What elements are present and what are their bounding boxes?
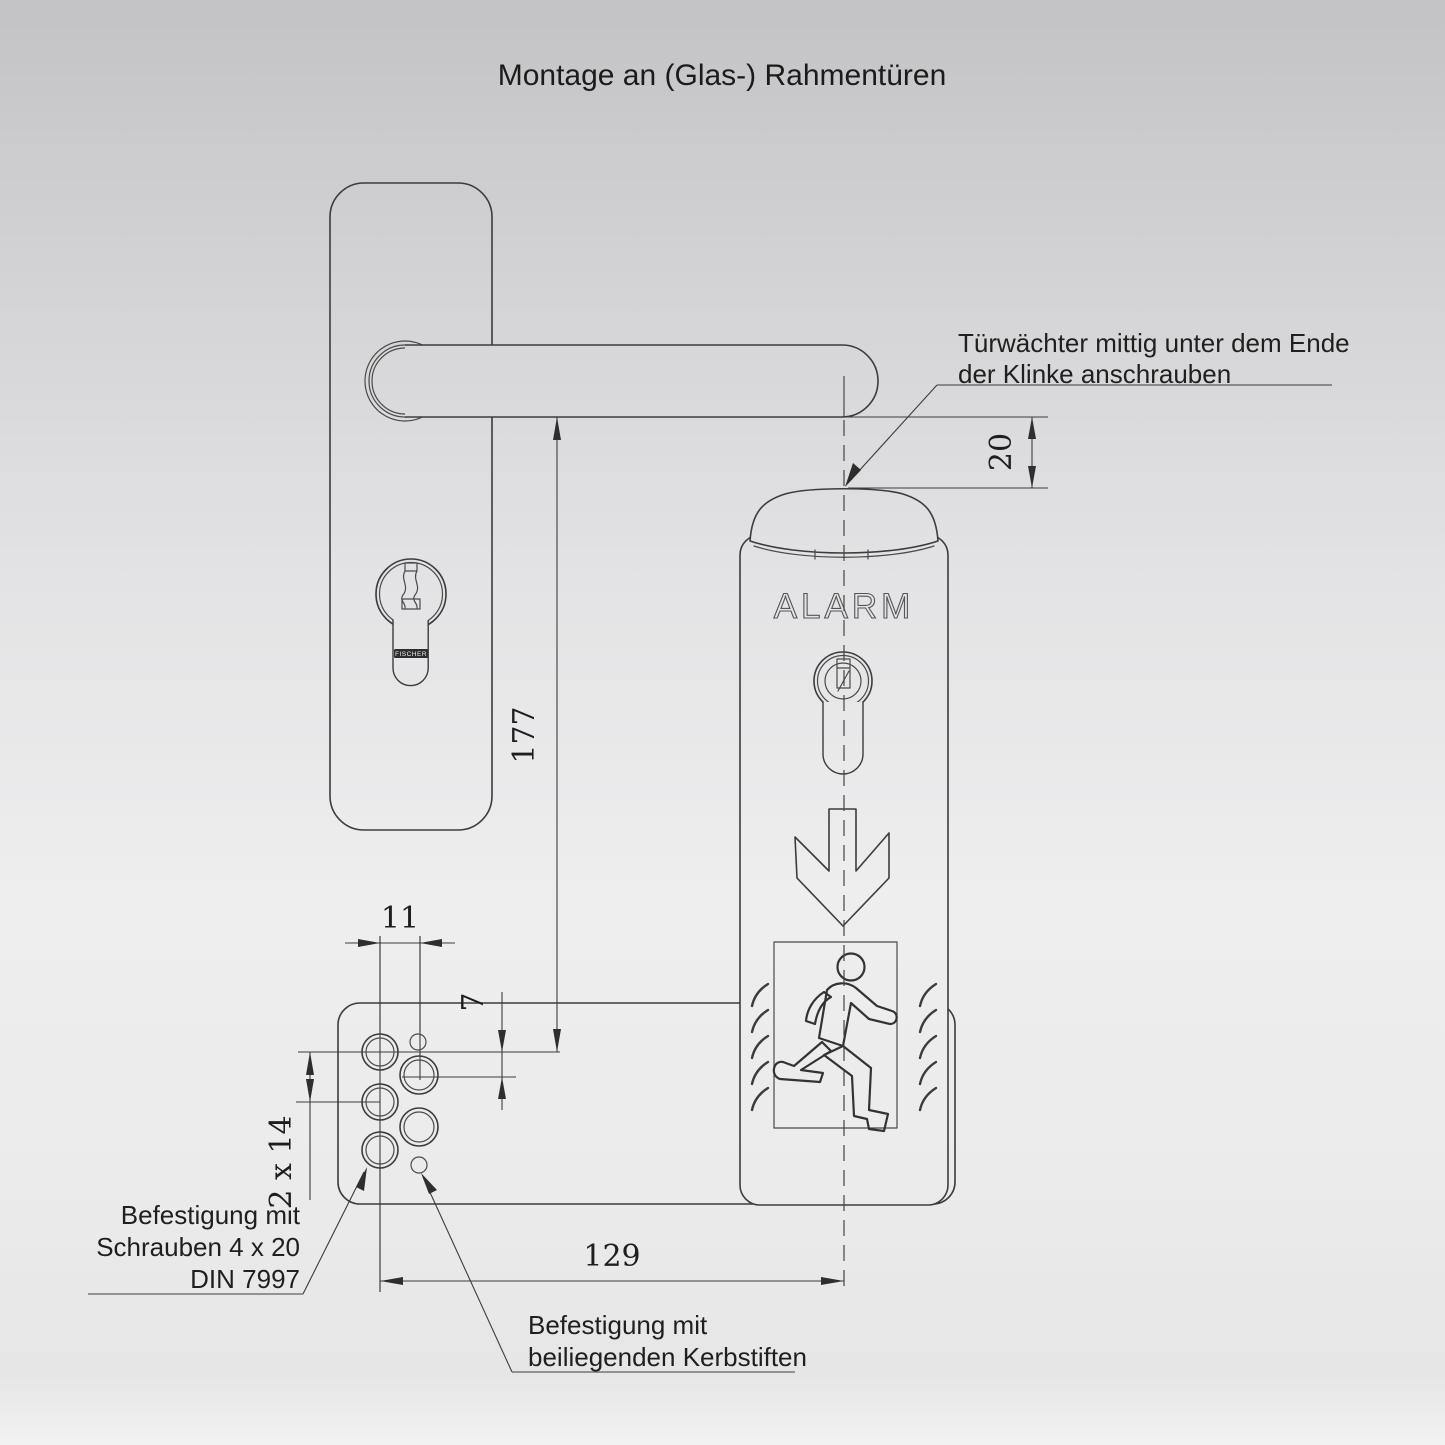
annotation-text: beiliegenden Kerbstiften	[528, 1342, 807, 1372]
screw-hole-inner	[404, 1060, 434, 1090]
leader-line	[423, 1177, 512, 1372]
leader-line	[303, 1172, 364, 1294]
page-title: Montage an (Glas-) Rahmentüren	[497, 59, 947, 92]
alarm-label: ALARM	[773, 587, 915, 626]
annotation-text: Schrauben 4 x 20	[96, 1232, 300, 1262]
dimension-label: 129	[583, 1239, 641, 1274]
screw-hole	[400, 1056, 438, 1094]
annotation-text: Türwächter mittig unter dem Ende	[958, 328, 1350, 358]
dimension-20	[842, 417, 1048, 488]
dimension-label: 2 x 14	[264, 1115, 299, 1209]
annotation-text: DIN 7997	[190, 1264, 300, 1294]
pin-hole	[410, 1034, 426, 1050]
lever-handle	[405, 345, 878, 417]
backplate-outline	[330, 183, 492, 830]
dimension-label: 20	[984, 432, 1019, 472]
dimension-label: 177	[507, 706, 542, 764]
door-handle-backplate	[330, 183, 492, 830]
mounting-holes	[296, 936, 560, 1292]
dimension-label: 11	[380, 901, 420, 936]
dimension-177	[507, 417, 561, 1052]
pin-hole	[411, 1157, 427, 1173]
dimension-7	[456, 992, 506, 1110]
dimension-11	[345, 901, 455, 1034]
leader-screw-fixing	[88, 1167, 367, 1294]
dimension-label: 7	[456, 992, 491, 1012]
annotation-text: der Klinke anschrauben	[958, 359, 1232, 389]
dimension-2x14	[264, 1052, 314, 1209]
screw-hole-inner	[404, 1112, 434, 1142]
alarm-cylinder-slot	[823, 702, 863, 774]
annotation-text: Befestigung mit	[120, 1200, 300, 1230]
leader-mounting-position	[845, 328, 1350, 487]
annotation-text: Befestigung mit	[528, 1310, 708, 1340]
screw-hole	[400, 1108, 438, 1146]
brand-label: FISCHER	[394, 651, 428, 658]
